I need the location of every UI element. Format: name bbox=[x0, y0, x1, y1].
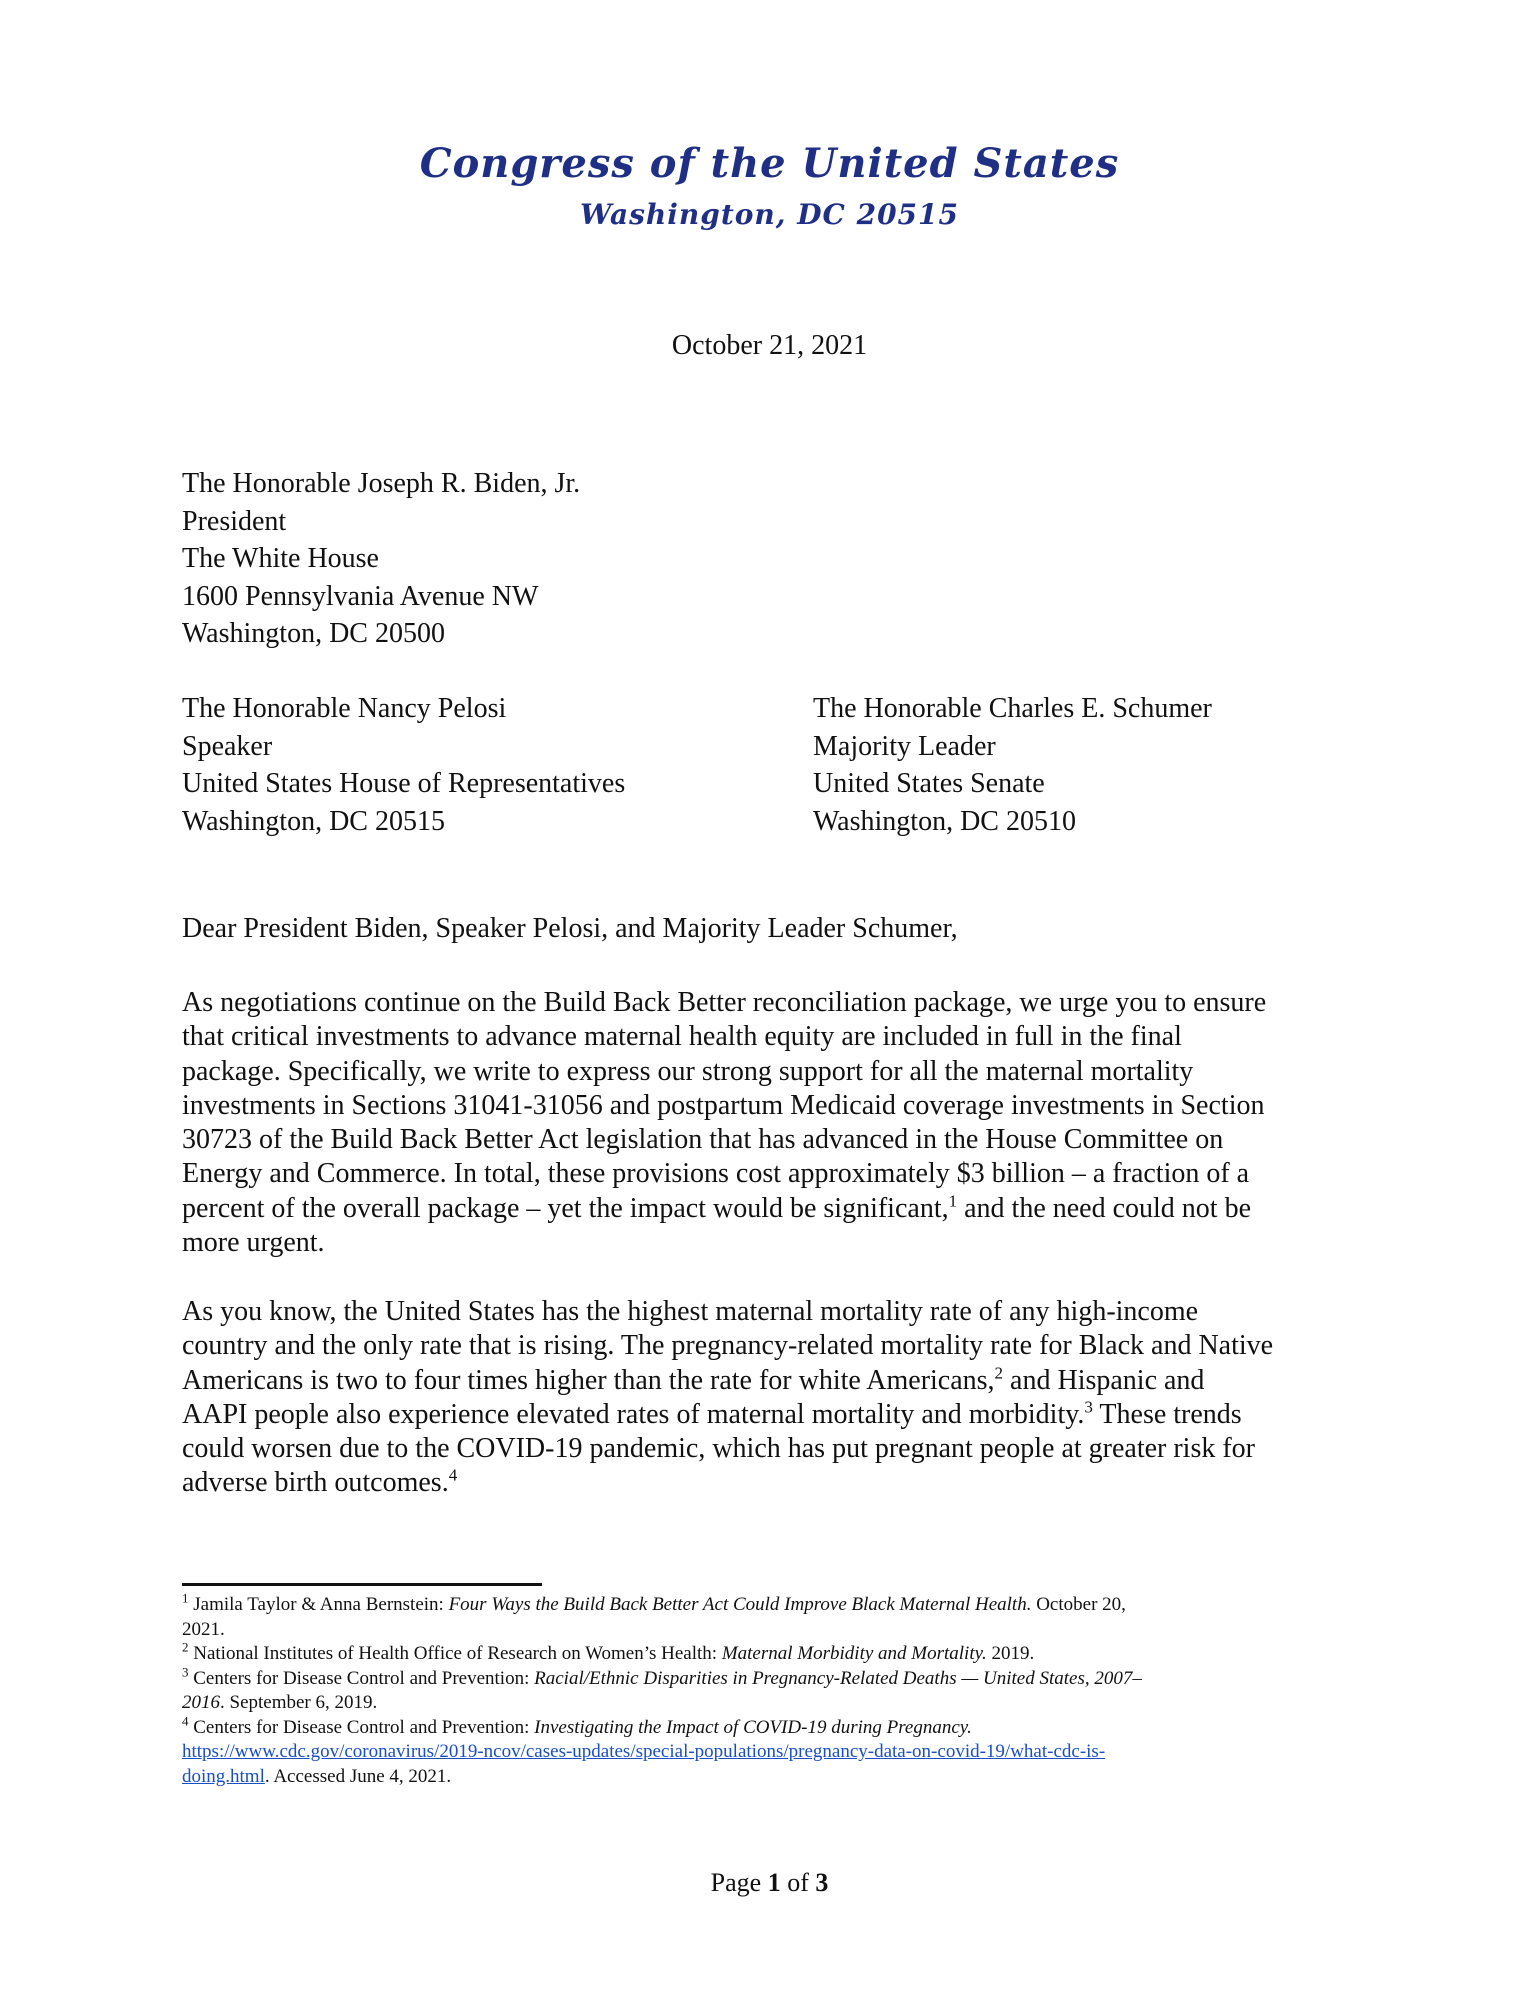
footnote-text: 2019. bbox=[986, 1643, 1035, 1664]
footnotes bbox=[182, 1590, 1342, 1789]
paragraph-line: As negotiations continue on the Build Back Better reconciliation package, we urge you to ensure bbox=[182, 987, 1267, 1018]
paragraph-line: could worsen due to the COVID-19 pandemic, which has put pregnant people at greater risk for bbox=[182, 1433, 1256, 1465]
footnote-ref-2: 2 bbox=[994, 1363, 1004, 1383]
page-label: Page bbox=[710, 1868, 768, 1897]
address-line: Washington, DC 20500 bbox=[182, 618, 445, 649]
footnote-3-continued bbox=[182, 1691, 1342, 1716]
footnote-title: Four Ways the Build Back Better Act Could Improve Black Maternal Health. bbox=[448, 1594, 1032, 1615]
cdc-link-continued[interactable]: doing.html bbox=[182, 1765, 265, 1787]
footnote-1-continued: 2021. bbox=[182, 1618, 225, 1640]
footnote-divider bbox=[182, 1583, 542, 1586]
paragraph-line: country and the only rate that is rising. The pregnancy-related mortality rate for Black and Native bbox=[182, 1330, 1274, 1362]
addressee-speaker bbox=[182, 690, 625, 840]
line-text: Americans is two to four times higher than the rate for white Americans, bbox=[182, 1364, 995, 1396]
letter-date: October 21, 2021 bbox=[671, 330, 868, 361]
footnote-1 bbox=[182, 1590, 1342, 1618]
footnote-ref-3: 3 bbox=[1084, 1397, 1093, 1417]
address-line: Washington, DC 20515 bbox=[182, 805, 445, 837]
address-line: President bbox=[182, 505, 287, 537]
cdc-link[interactable]: https://www.cdc.gov/coronavirus/2019-ncov/cases-updates/special-populations/pregnancy-data-on-covid-19/what-cdc-is- bbox=[182, 1741, 1106, 1762]
footnote-3 bbox=[182, 1664, 1342, 1692]
footnote-text: Centers for Disease Control and Prevention: bbox=[188, 1667, 535, 1689]
body-paragraph-2 bbox=[182, 1295, 1362, 1501]
footnote-text: October 20, bbox=[1031, 1594, 1126, 1615]
address-line: 1600 Pennsylvania Avenue NW bbox=[182, 580, 539, 612]
paragraph-line bbox=[182, 1192, 1362, 1226]
salutation: Dear President Biden, Speaker Pelosi, and Majority Leader Schumer, bbox=[182, 913, 958, 944]
paragraph-line: package. Specifically, we write to express our strong support for all the maternal mortality bbox=[182, 1055, 1194, 1087]
letterhead-title: Congress of the United States bbox=[419, 140, 1120, 187]
paragraph-line: Energy and Commerce. In total, these provisions cost approximately $3 billion – a fraction of a bbox=[182, 1158, 1250, 1190]
page-label: of bbox=[780, 1868, 816, 1897]
line-text: and the need could not be bbox=[957, 1192, 1252, 1224]
footnote-text: . September 6, 2019. bbox=[220, 1692, 378, 1713]
footnote-title: Racial/Ethnic Disparities in Pregnancy-Related Deaths — United States, 2007– bbox=[534, 1667, 1142, 1689]
letterhead-subtitle: Washington, DC 20515 bbox=[579, 198, 960, 231]
paragraph-line bbox=[182, 1466, 1362, 1500]
paragraph-line: 30723 of the Build Back Better Act legislation that has advanced in the House Committee on bbox=[182, 1124, 1224, 1156]
line-text: AAPI people also experience elevated rates of maternal mortality and morbidity. bbox=[182, 1398, 1085, 1430]
paragraph-line: As you know, the United States has the highest maternal mortality rate of any high-income bbox=[182, 1296, 1199, 1327]
footnote-4-continued bbox=[182, 1765, 1342, 1790]
footnote-title: Investigating the Impact of COVID-19 during Pregnancy. bbox=[534, 1716, 972, 1738]
footnote-number: 1 bbox=[182, 1590, 189, 1606]
line-text: adverse birth outcomes. bbox=[182, 1467, 449, 1499]
address-line: Speaker bbox=[182, 730, 273, 762]
footnote-title: Maternal Morbidity and Mortality. bbox=[721, 1643, 987, 1664]
paragraph-line bbox=[182, 1364, 1362, 1398]
line-text: and Hispanic and bbox=[1003, 1364, 1205, 1396]
footnote-number: 4 bbox=[182, 1713, 189, 1729]
footnote-text: Jamila Taylor & Anna Bernstein: bbox=[188, 1594, 449, 1615]
footnote-2 bbox=[182, 1639, 1342, 1667]
address-line: Majority Leader bbox=[813, 730, 996, 762]
footnote-4-continued bbox=[182, 1740, 1342, 1765]
paragraph-line bbox=[182, 1398, 1362, 1432]
footnote-text: National Institutes of Health Office of Research on Women’s Health: bbox=[188, 1643, 722, 1664]
address-line: The Honorable Nancy Pelosi bbox=[182, 693, 507, 724]
addressee-majority-leader bbox=[813, 690, 1212, 840]
addressee-president bbox=[182, 465, 580, 653]
current-page: 1 bbox=[767, 1868, 781, 1897]
footnote-4 bbox=[182, 1713, 1342, 1741]
footnote-title: 2016 bbox=[182, 1692, 220, 1713]
paragraph-line: that critical investments to advance maternal health equity are included in full in the final bbox=[182, 1021, 1182, 1053]
footnote-number: 2 bbox=[182, 1639, 189, 1655]
footnote-text: . Accessed June 4, 2021. bbox=[264, 1765, 452, 1787]
total-pages: 3 bbox=[815, 1868, 829, 1897]
address-line: The Honorable Charles E. Schumer bbox=[813, 693, 1212, 724]
footnote-number: 3 bbox=[182, 1664, 189, 1680]
address-line: The White House bbox=[182, 543, 379, 574]
page-number bbox=[0, 1868, 1539, 1898]
line-text: These trends bbox=[1092, 1398, 1242, 1430]
footnote-ref-4: 4 bbox=[448, 1466, 458, 1486]
address-line: Washington, DC 20510 bbox=[813, 805, 1076, 837]
footnote-ref-1: 1 bbox=[948, 1191, 958, 1211]
footnote-text: Centers for Disease Control and Prevention: bbox=[188, 1716, 535, 1738]
address-line: United States House of Representatives bbox=[182, 768, 626, 799]
body-paragraph-1 bbox=[182, 986, 1362, 1260]
address-line: United States Senate bbox=[813, 768, 1045, 799]
paragraph-line: more urgent. bbox=[182, 1227, 325, 1259]
paragraph-line: investments in Sections 31041-31056 and postpartum Medicaid coverage investments in Section bbox=[182, 1089, 1265, 1121]
address-line: The Honorable Joseph R. Biden, Jr. bbox=[182, 468, 581, 499]
line-text: percent of the overall package – yet the impact would be significant, bbox=[182, 1192, 949, 1224]
